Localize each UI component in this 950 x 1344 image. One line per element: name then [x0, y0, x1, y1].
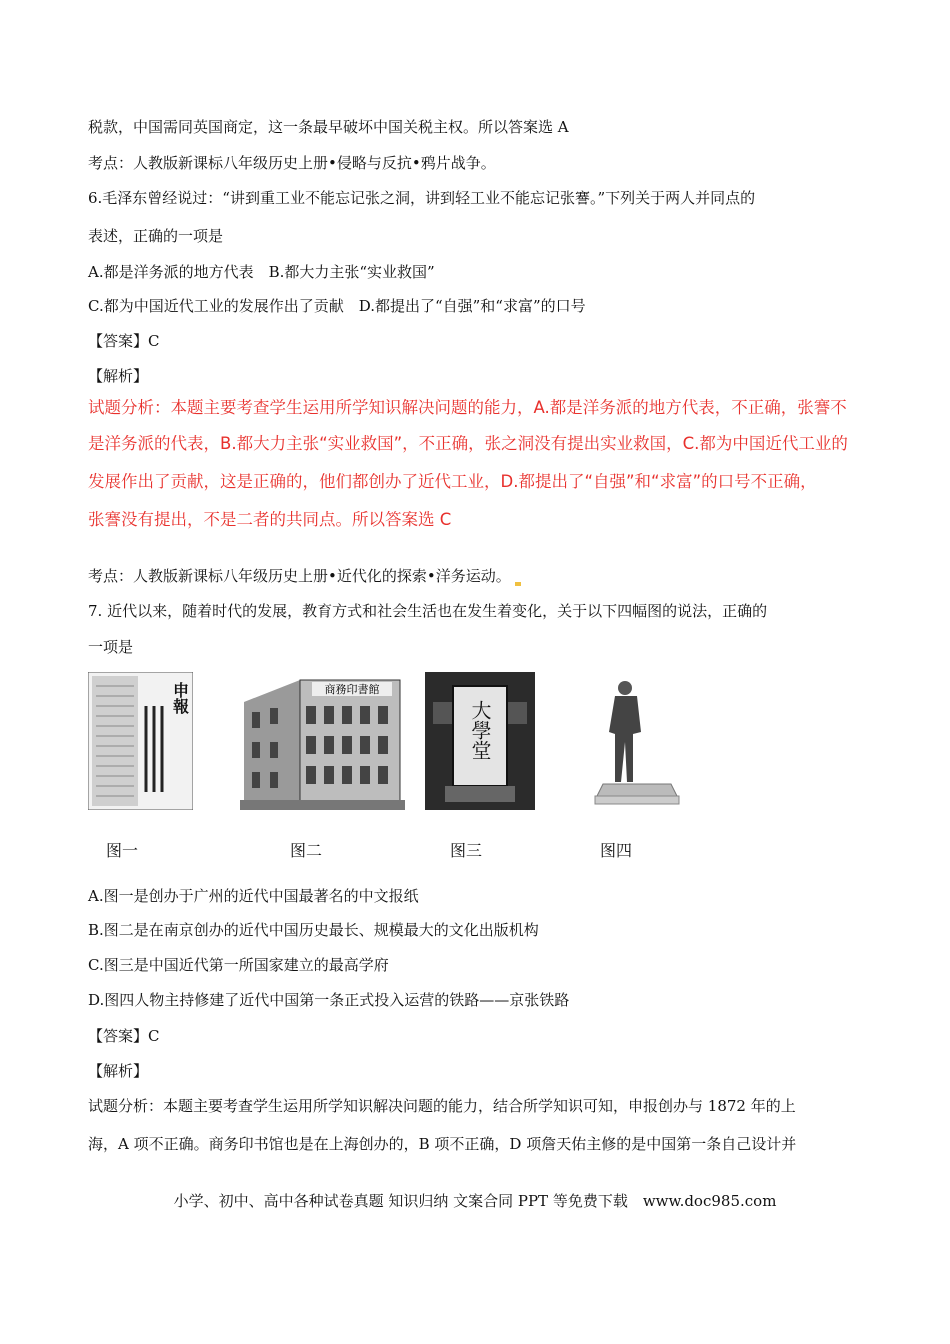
figure-3-text: 大學堂: [468, 700, 492, 760]
line-1: 税款，中国需同英国商定，这一条最早破坏中国关税主权。所以答案选 A: [88, 118, 569, 136]
kaodian-6: 考点：人教版新课标八年级历史上册•近代化的探索•洋务运动。: [88, 566, 521, 586]
question-6-cont: 表述，正确的一项是: [88, 227, 224, 245]
analysis-7-2: 海，A 项不正确。商务印书馆也是在上海创办的，B 项不正确，D 项詹天佑主修的是中国第一条自己设计并: [88, 1135, 797, 1153]
option-7d: D.图四人物主持修建了近代中国第一条正式投入运营的铁路——京张铁路: [88, 991, 570, 1009]
figure-2-building: [240, 672, 405, 810]
option-7b: B.图二是在南京创办的近代中国历史最长、规模最大的文化出版机构: [88, 921, 539, 939]
figure-1-title: 申報: [170, 682, 190, 714]
question-6: 6.毛泽东曾经说过：“讲到重工业不能忘记张之洞，讲到轻工业不能忘记张謇。”下列关于两人并同点的: [88, 189, 756, 207]
red-analysis-4: 张謇没有提出，不是二者的共同点。所以答案选 C: [88, 510, 452, 529]
figure-3-plaque: [425, 672, 535, 810]
answer-6: 【答案】C: [88, 332, 160, 350]
analysis-7-1: 试题分析：本题主要考查学生运用所学知识解决问题的能力，结合所学知识可知，申报创办与 1872 年的上: [88, 1097, 796, 1115]
line-2: 考点：人教版新课标八年级历史上册•侵略与反抗•鸦片战争。: [88, 154, 496, 172]
red-analysis-2: 是洋务派的代表，B.都大力主张“实业救国”，不正确，张之洞没有提出实业救国，C.都为中国近代工业的: [88, 434, 848, 453]
option-ab: A.都是洋务派的地方代表 B.都大力主张“实业救国”: [88, 263, 435, 281]
analysis-6-label: 【解析】: [88, 367, 149, 385]
answer-7: 【答案】C: [88, 1027, 160, 1045]
red-analysis-3: 发展作出了贡献，这是正确的，他们都创办了近代工业，D.都提出了“自强”和“求富”的口号不正确，: [88, 472, 817, 491]
question-7-cont: 一项是: [88, 638, 134, 656]
caption-1: 图一: [106, 841, 139, 860]
footer: 小学、初中、高中各种试卷真题 知识归纳 文案合同 PPT 等免费下载 www.doc985.com: [173, 1192, 777, 1210]
figure-4-statue: [585, 672, 680, 810]
figure-1-newspaper: [88, 672, 193, 810]
option-7a: A.图一是创办于广州的近代中国最著名的中文报纸: [88, 887, 419, 905]
figure-2-sign: 商務印書館: [324, 683, 380, 696]
option-cd: C.都为中国近代工业的发展作出了贡献 D.都提出了“自强”和“求富”的口号: [88, 297, 586, 315]
caption-2: 图二: [290, 841, 323, 860]
option-7c: C.图三是中国近代第一所国家建立的最高学府: [88, 956, 389, 974]
red-analysis-1: 试题分析：本题主要考查学生运用所学知识解决问题的能力，A.都是洋务派的地方代表，不正确，张謇不: [88, 398, 847, 417]
question-7: 7. 近代以来，随着时代的发展，教育方式和社会生活也在发生着变化，关于以下四幅图的说法，正确的: [88, 602, 768, 620]
caption-4: 图四: [600, 841, 633, 860]
analysis-7-label: 【解析】: [88, 1062, 149, 1080]
caption-3: 图三: [450, 841, 483, 860]
